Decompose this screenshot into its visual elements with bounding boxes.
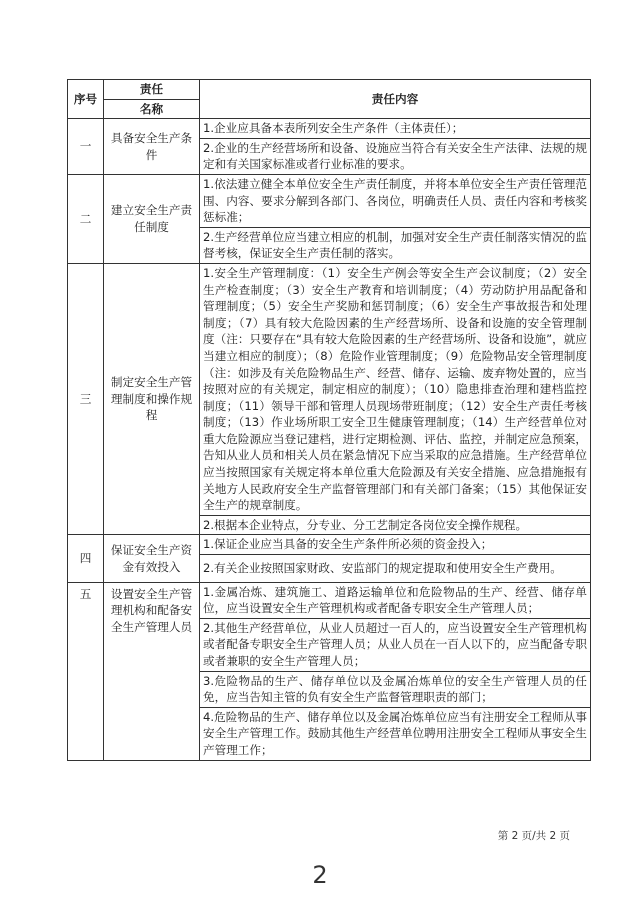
header-content: 责任内容 <box>200 80 591 119</box>
row-no: 三 <box>68 263 104 535</box>
row-name: 建立安全生产责任制度 <box>104 174 200 263</box>
row-name: 具备安全生产条件 <box>104 119 200 175</box>
row-item: 1.保证企业应当具备的安全生产条件所必须的资金投入； <box>200 535 591 555</box>
row-item: 4.危险物品的生产、储存单位以及金属冶炼单位应当有注册安全工程师从事安全生产管理工作。鼓励其他生产经营单位聘用注册安全工程师从事安全生产管理工作； <box>200 707 591 760</box>
page-number: 2 <box>312 861 328 889</box>
header-no: 序号 <box>68 80 104 119</box>
row-item: 2.其他生产经营单位，从业人员超过一百人的，应当设置安全生产管理机构或者配备专职安全生产管理人员；从业人员在一百人以下的，应当配备专职或者兼职的安全生产管理人员； <box>200 618 591 671</box>
row-item: 2.有关企业按照国家财政、安监部门的规定提取和使用安全生产费用。 <box>200 555 591 583</box>
row-no: 一 <box>68 119 104 175</box>
row-name: 保证安全生产资金有效投入 <box>104 535 200 582</box>
table-row <box>68 263 591 515</box>
row-item: 1.依法建立健全本单位安全生产责任制度，并将本单位安全生产责任管理范围、内容、要求分解到各部门、各岗位，明确责任人员、责任内容和考核奖惩标准； <box>200 174 591 227</box>
table-header-row <box>68 80 591 100</box>
page-info: 第 2 页/共 2 页 <box>497 830 570 842</box>
responsibility-table <box>67 79 591 761</box>
row-item: 3.危险物品的生产、储存单位以及金属冶炼单位的安全生产管理人员的任免，应当告知主管的负有安全生产监督管理职责的部门； <box>200 671 591 707</box>
row-item: 2.企业的生产经营场所和设备、设施应当符合有关安全生产法律、法规的规定和有关国家标准或者行业标准的要求。 <box>200 138 591 174</box>
table-row <box>68 582 591 618</box>
header-name-top: 责任 <box>104 80 200 100</box>
row-no: 四 <box>68 535 104 582</box>
row-name: 设置安全生产管理机构和配备安全生产管理人员 <box>104 582 200 760</box>
row-item: 1.金属冶炼、建筑施工、道路运输单位和危险物品的生产、经营、储存单位，应当设置安全生产管理机构或者配备专职安全生产管理人员； <box>200 582 591 618</box>
table-row <box>68 174 591 227</box>
row-item: 1.企业应具备本表所列安全生产条件（主体责任）； <box>200 119 591 139</box>
row-item: 2.生产经营单位应当建立相应的机制，加强对安全生产责任制落实情况的监督考核，保证安全生产责任制的落实。 <box>200 227 591 263</box>
table-row <box>68 119 591 139</box>
table-row <box>68 535 591 555</box>
header-name-bottom: 名称 <box>104 99 200 119</box>
row-item: 1.安全生产管理制度：（1）安全生产例会等安全生产会议制度；（2）安全生产检查制度；（3）安全生产教育和培训制度；（4）劳动防护用品配备和管理制度；（5）安全生产奖励和惩罚制度；（6）安全生产事故报告和处理制度；（7）具有较大危险因素的生产经营场所、设备和设施的安全管理制度（注：只要存在“具有较大危险因素的生产经营场所、设备和设施”，就应当建立相应的制度）；（8）危险作业管理制度；（9）危险物品安全管理制度（注：如涉及有关危险物品生产、经营、储存、运输、废弃物处置的，应当按照对应的有关规定，制定相应的制度）；（10）隐患排查治理和建档监控制度；（11）领导干部和管理人员现场带班制度；（12）安全生产责任考核制度；（13）作业场所职工安全卫生健康管理制度；（14）生产经营单位对重大危险源应当登记建档，进行定期检测、评估、监控，并制定应急预案，告知从业人员和相关人员在紧急情况下应当采取的应急措施。生产经营单位应当按照国家有关规定将本单位重大危险源及有关安全措施、应急措施报有关地方人民政府安全生产监督管理部门和有关部门备案；（15）其他保证安全生产的规章制度。 <box>200 263 591 515</box>
row-name: 制定安全生产管理制度和操作规程 <box>104 263 200 535</box>
row-no: 五 <box>68 582 104 760</box>
row-item: 2.根据本企业特点，分专业、分工艺制定各岗位安全操作规程。 <box>200 515 591 535</box>
row-no: 二 <box>68 174 104 263</box>
